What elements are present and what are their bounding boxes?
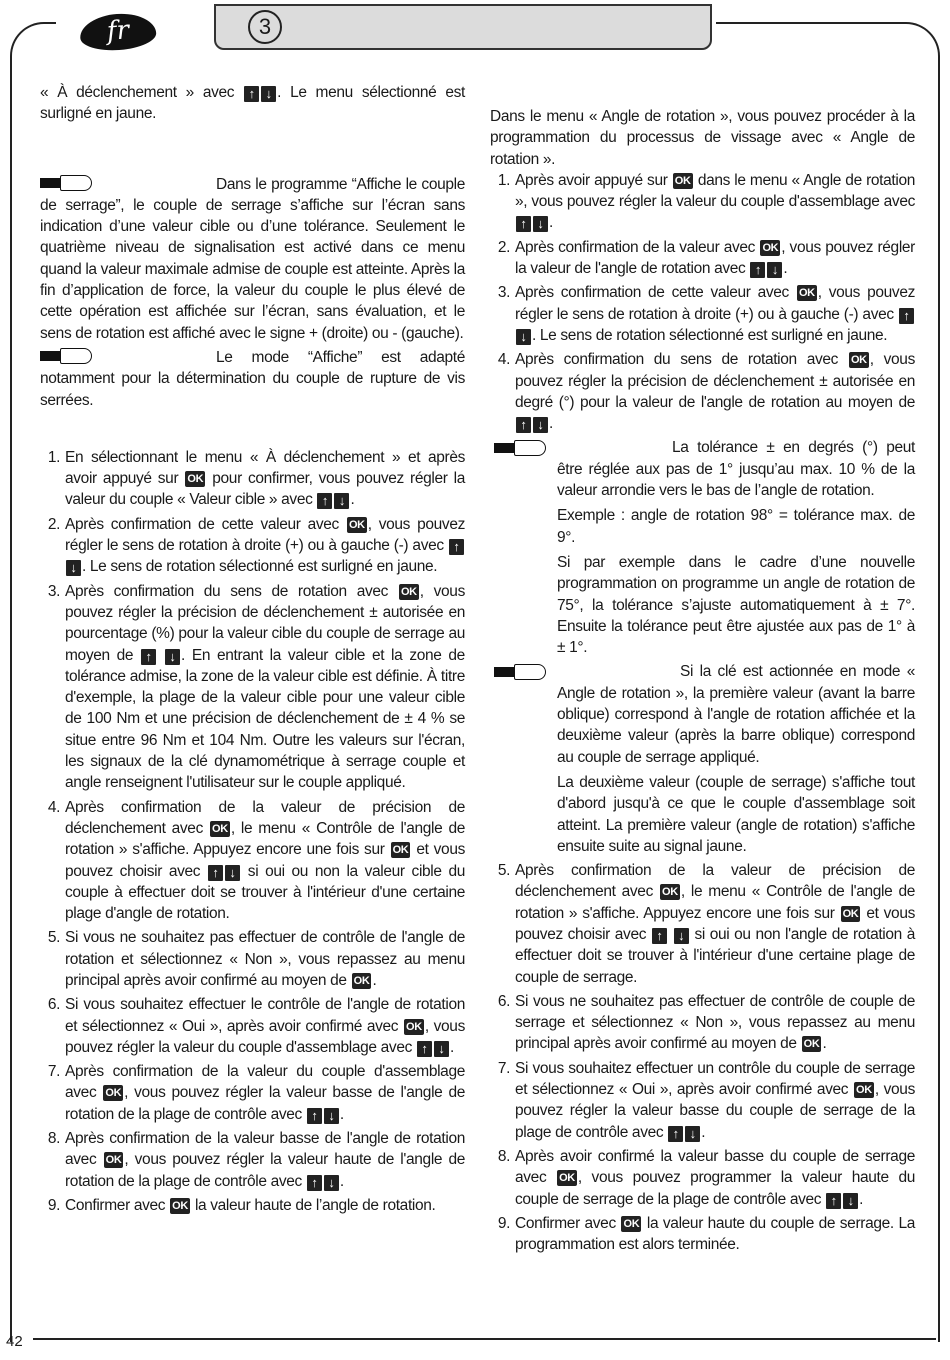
up-arrow-icon: ↑ (244, 86, 259, 102)
language-badge: fr (79, 11, 157, 52)
ok-key-icon: OK (662, 886, 678, 899)
list-item: 8. Après avoir confirmé la valeur basse du couple de serrage avec OK , vous pouvez programmer la valeur haute du couple de serrage de la plage de contrôle avec ↑ ↓ . (514, 1146, 915, 1210)
list-item: 4. Après confirmation du sens de rotation avec OK , vous pouvez régler la précision de déclenchement ± autorisée en degré (°) pour la valeur de l'angle de rotation au moyen de ↑ ↓ . (514, 349, 915, 434)
ok-key-icon: OK (406, 1020, 422, 1033)
up-arrow-icon: ↑ (516, 417, 531, 433)
list-item: 4. Après confirmation de la valeur de précision de déclenchement avec OK , le menu « Contrôle de l'angle de rotation » s'affiche. Appuyez encore une fois sur OK et vous pouvez choisir avec ↑ ↓ si oui ou non la valeur cible du couple à effectuer doit se trouver à l'intérieur d'une certaine plage d'angle de rotation. (64, 797, 465, 925)
hand-pointer-icon (40, 173, 96, 191)
note-tolerance: La tolérance ± en degrés (°) peut être réglée aux pas de 1° jusqu’au max. 10 % de la valeur arrondie vers le bas de l’angle de rotation. Exemple : angle de rotation 98° = tolérance max. de 9°. Si par exemple dans le cadre d’une nouvelle programmation on programme un angle de rotation de 75°, la tolérance s’ajuste automatiquement à ± 7°. Ensuite la tolérance peut être ajustée aux pas de 1° à ± 1°. (490, 437, 915, 658)
up-arrow-icon: ↑ (750, 262, 765, 278)
ok-key-icon: OK (105, 1087, 122, 1100)
up-arrow-icon: ↑ (449, 539, 464, 555)
list-item: 6. Si vous ne souhaitez pas effectuer de contrôle de couple de serrage et sélectionnez « Non », vous repassez au menu principal après avoir confirmé au moyen de OK . (514, 991, 915, 1055)
list-item: 1. Après avoir appuyé sur OK dans le menu « Angle de rotation », vous pouvez régler la valeur du couple d'assemblage avec ↑ ↓ . (514, 170, 915, 234)
down-arrow-icon: ↓ (516, 329, 531, 345)
up-arrow-icon: ↑ (317, 493, 332, 509)
down-arrow-icon: ↓ (843, 1193, 858, 1209)
down-arrow-icon: ↓ (434, 1041, 449, 1057)
down-arrow-icon: ↓ (767, 262, 782, 278)
note-display-mode: Dans le programme “Affiche le couple de serrage”, le couple de serrage s’affiche sur l’écran sans indication d’une valeur cible ou d’une tolérance. Seulement le quatrième niveau de signalisation est activé dans ce menu quand la valeur maximale admise de couple est atteinte. Après la fin d’application de force, la valeur du couple le plus élevé de cette opération est affichée sur l’écran, sans évaluation, et le sens de rotation est affiché avec le signe + (droite) ou - (gauche). (40, 173, 465, 344)
up-arrow-icon: ↑ (899, 308, 914, 324)
down-arrow-icon: ↓ (674, 928, 689, 944)
ok-key-icon: OK (762, 241, 779, 254)
chapter-tab (214, 4, 712, 50)
ok-key-icon: OK (842, 907, 859, 920)
hand-pointer-icon (494, 438, 550, 456)
hand-pointer-icon (494, 662, 550, 680)
ok-key-icon: OK (187, 473, 204, 486)
list-item: 2. Après confirmation de cette valeur avec OK , vous pouvez régler le sens de rotation à droite (+) ou à gauche (-) avec ↑ ↓ . Le sens de rotation sélectionné est surligné en jaune. (64, 514, 465, 578)
ok-key-icon: OK (559, 1172, 575, 1185)
down-arrow-icon: ↓ (324, 1108, 339, 1124)
down-arrow-icon: ↓ (165, 649, 180, 665)
note-display-adapted: Le mode “Affiche” est adapté notamment pour la détermination du couple de rupture de vis serrées. (40, 346, 465, 411)
left-steps-list (40, 447, 465, 1216)
list-item: 9. Confirmer avec OK la valeur haute de l’angle de rotation. (64, 1195, 465, 1216)
up-arrow-icon: ↑ (307, 1175, 322, 1191)
left-intro: « À déclenchement » avec ↑ ↓ . Le menu sélectionné est surligné en jaune. (40, 84, 465, 123)
ok-key-icon: OK (172, 1199, 188, 1212)
up-arrow-icon: ↑ (516, 216, 531, 232)
down-arrow-icon: ↓ (324, 1175, 339, 1191)
ok-key-icon: OK (623, 1217, 640, 1230)
list-item: 3. Après confirmation de cette valeur avec OK , vous pouvez régler le sens de rotation à droite (+) ou à gauche (-) avec ↑ ↓ . Le sens de rotation sélectionné est surligné en jaune. (514, 282, 915, 346)
ok-key-icon: OK (850, 354, 867, 367)
down-arrow-icon: ↓ (225, 865, 240, 881)
list-item: 2. Après confirmation de la valeur avec OK , vous pouvez régler la valeur de l'angle de rotation avec ↑ ↓ . (514, 237, 915, 280)
list-item: 5. Si vous ne souhaitez pas effectuer de contrôle de l'angle de rotation et sélectionnez « Non », vous repassez au menu principal après avoir confirmé au moyen de OK . (64, 927, 465, 991)
up-arrow-icon: ↑ (826, 1193, 841, 1209)
right-intro: Dans le menu « Angle de rotation », vous pouvez procéder à la programmation du processus de vissage avec « Angle de rotation ». (490, 108, 915, 168)
list-item: 7. Si vous souhaitez effectuer un contrôle du couple de serrage et sélectionnez « Oui », après avoir confirmé avec OK , vous pouvez régler la valeur basse du couple de serrage de la plage de contrôle avec ↑ ↓ . (514, 1058, 915, 1143)
list-item: 1. En sélectionnant le menu « À déclenchement » et après avoir appuyé sur OK pour confirmer, vous pouvez régler la valeur du couple « Valeur cible » avec ↑ ↓ . (64, 447, 465, 511)
up-arrow-icon: ↑ (652, 928, 667, 944)
ok-key-icon: OK (400, 585, 417, 598)
down-arrow-icon: ↓ (533, 216, 548, 232)
list-item: 3. Après confirmation du sens de rotation avec OK , vous pouvez régler la précision de déclenchement ± autorisée en pourcentage (%) pour la valeur cible du couple de serrage au moyen de ↑ ↓ . En entrant la valeur cible et la zone de tolérance admise, la zone de la valeur cible est définie. À titre d'exemple, la plage de la valeur cible pour une valeur cible de 100 Nm et une précision de déclenchement de ± 4 % se situe entre 96 Nm et 104 Nm. Outre les valeurs sur l'écran, les signaux de la clé dynamométrique à serrage couple et angle renseignent l'utilisateur sur le couple appliqué. (64, 581, 465, 794)
ok-key-icon: OK (803, 1038, 820, 1051)
ok-key-icon: OK (392, 844, 409, 857)
up-arrow-icon: ↑ (307, 1108, 322, 1124)
note-angle-mode: Si la clé est actionnée en mode « Angle de rotation », la première valeur (avant la barre oblique) correspond à l'angle de rotation affichée et la deuxième valeur (après la barre oblique) correspond au couple de serrage appliqué. La deuxième valeur (couple de serrage) s'affiche tout d'abord jusqu'à ce que le couple d'assemblage soit atteint. La première valeur (angle de rotation) s'affiche ensuite suite au signal jaune. (490, 661, 915, 857)
up-arrow-icon: ↑ (668, 1126, 683, 1142)
ok-key-icon: OK (674, 174, 691, 187)
right-steps-list-a (490, 170, 915, 435)
ok-key-icon: OK (348, 518, 365, 531)
up-arrow-icon: ↑ (417, 1041, 432, 1057)
right-steps-list-b (490, 860, 915, 1255)
ok-key-icon: OK (798, 287, 815, 300)
down-arrow-icon: ↓ (334, 493, 349, 509)
list-item: 9. Confirmer avec OK la valeur haute du couple de serrage. La programmation est alors terminée. (514, 1213, 915, 1256)
page-number: 42 (6, 1333, 23, 1350)
down-arrow-icon: ↓ (261, 86, 276, 102)
list-item: 7. Après confirmation de la valeur du couple d'assemblage avec OK , vous pouvez régler la valeur basse de l'angle de rotation de la plage de contrôle avec ↑ ↓ . (64, 1061, 465, 1125)
left-column (40, 82, 465, 1219)
list-item: 8. Après confirmation de la valeur basse de l'angle de rotation avec OK , vous pouvez régler la valeur haute de l'angle de rotation de la plage de contrôle avec ↑ ↓ . (64, 1128, 465, 1192)
hand-pointer-icon (40, 346, 96, 364)
up-arrow-icon: ↑ (141, 649, 156, 665)
ok-key-icon: OK (105, 1154, 122, 1167)
list-item: 6. Si vous souhaitez effectuer le contrôle de l'angle de rotation et sélectionnez « Oui », après avoir confirmé avec OK , vous pouvez régler la valeur du couple d'assemblage avec ↑ ↓ . (64, 994, 465, 1058)
list-item: 5. Après confirmation de la valeur de précision de déclenchement avec OK , le menu « Contrôle de l'angle de rotation » s'affiche. Appuyez encore une fois sur OK et vous pouvez choisir avec ↑ ↓ si oui ou non l'angle de rotation à effectuer doit se trouver à l'intérieur d'une certaine plage de couple de serrage. (514, 860, 915, 988)
ok-key-icon: OK (856, 1084, 872, 1097)
down-arrow-icon: ↓ (66, 560, 81, 576)
ok-key-icon: OK (353, 974, 370, 987)
ok-key-icon: OK (212, 822, 228, 835)
down-arrow-icon: ↓ (533, 417, 548, 433)
up-arrow-icon: ↑ (208, 865, 223, 881)
chapter-number: 3 (248, 10, 282, 44)
down-arrow-icon: ↓ (685, 1126, 700, 1142)
right-column (490, 106, 915, 1258)
